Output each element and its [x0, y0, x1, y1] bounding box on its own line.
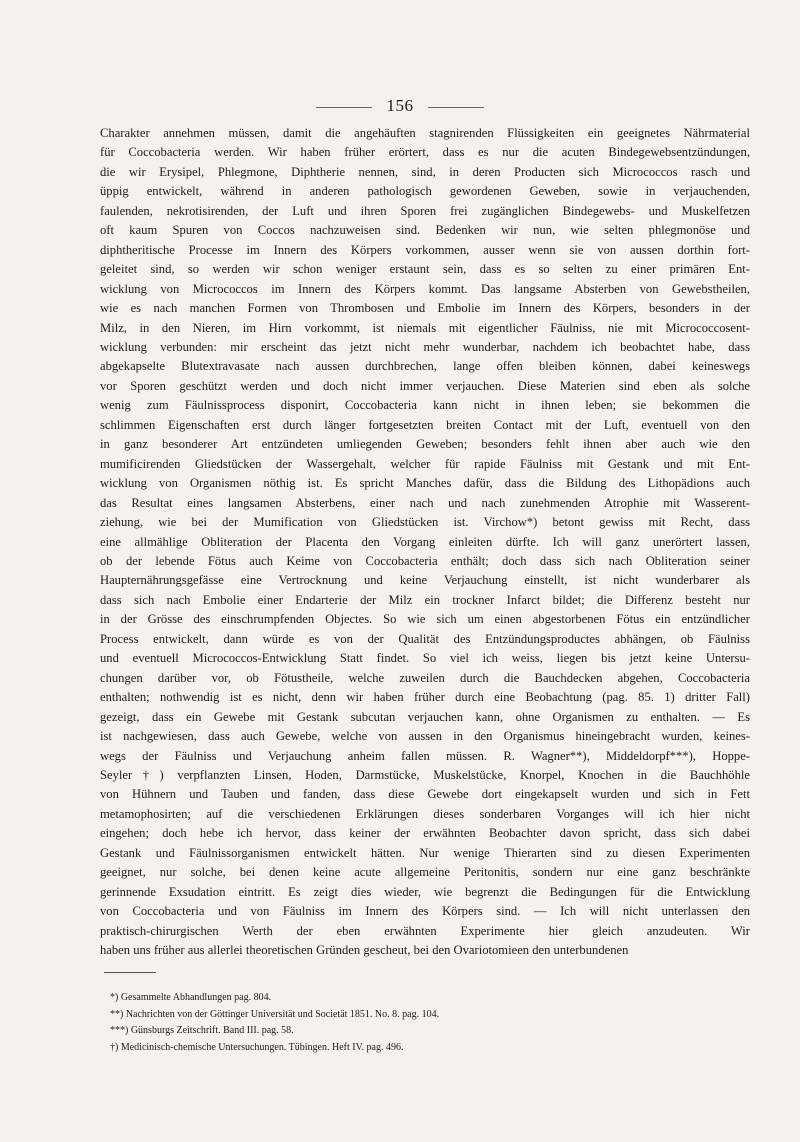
- body-line: Charakter annehmen müssen, damit die angehäuften stagnirenden Flüssigkeiten ein geeignetes Nährmaterial: [100, 126, 750, 140]
- body-line: oft kaum Spuren von Coccos nachzuweisen sind. Bedenken wir nun, wie selten phlegmonöse und: [100, 223, 750, 238]
- body-line: faulenden, nekrotisirenden, der Luft und ihren Sporen frei zugänglichen Bindegewebs- und Muskelfetzen: [100, 203, 750, 218]
- body-line: von Hühnern und Tauben und fanden, dass diese Gewebe dort eingekapselt wurden und sich in Fett: [100, 787, 750, 802]
- body-line: ist nachgewiesen, dass auch Gewebe, welche von aussen in den Organismus hineingebracht wurden, keines-: [100, 729, 750, 744]
- body-line: vor Sporen geschützt werden und doch nicht immer verjauchen. Diese Materien sind eben als solche: [100, 378, 750, 393]
- body-line: ob der lebende Fötus auch Keime von Coccobacteria enthält; doch dass sich nach Obliteration seiner: [100, 553, 750, 568]
- body-line: haben uns früher aus allerlei theoretischen Gründen gescheut, bei den Ovariotomieen den unterbundenen: [100, 943, 629, 958]
- footnote: *) Gesammelte Abhandlungen pag. 804.: [110, 992, 272, 1003]
- body-line: Process entwickelt, dann würde es von der Qualität des Entzündungsproductes abhängen, ob Fäulniss: [100, 631, 750, 646]
- footnote: †) Medicinisch-chemische Untersuchungen. Tübingen. Heft IV. pag. 496.: [110, 1041, 404, 1053]
- body-line: Gestank und Fäulnissorganismen entwickelt hätten. Nur wenige Thierarten sind zu diesen Experimenten: [100, 845, 750, 860]
- body-line: wicklung verbunden: mir erscheint das jetzt nicht mehr wunderbar, nachdem ich beobachtet habe, dass: [100, 339, 750, 354]
- body-line: praktisch-chirurgischen Werth der eben erwähnten Experimente hier gleich anzudeuten. Wir: [100, 923, 750, 938]
- body-line: Milz, in den Nieren, im Hirn vorkommt, ist niemals mit eigentlicher Fäulniss, nie mit Micrococcosent-: [100, 320, 750, 335]
- body-line: diphtheritische Processe im Innern des Körpers vorkommen, ausser wenn sie von aussen dorthin fort-: [100, 242, 750, 257]
- body-line: mumificirenden Gliedstücken der Wassergehalt, welcher für rapide Fäulniss mit Gestank und mit Ent-: [100, 456, 750, 471]
- footnotes: [110, 990, 670, 1056]
- body-line: geleitet sind, so werden wir schon weniger erstaunt sein, dass es so selten zu einer primären Ent-: [100, 262, 750, 277]
- body-line: wicklung von Micrococcos im Innern des Körpers kommt. Das langsame Absterben von Gewebstheilen,: [100, 281, 750, 296]
- body-line: gezeigt, dass ein Gewebe mit Gestank subcutan verjauchen kann, ohne Organismen zu enthalten. — Es: [100, 709, 750, 724]
- body-line: das Resultat eines langsamen Absterbens, einer nach und nach zunehmenden Atrophie mit Wasserent-: [100, 495, 750, 510]
- page-number: 156: [386, 96, 414, 115]
- footnote: **) Nachrichten von der Göttinger Universität und Societät 1851. No. 8. pag. 104.: [110, 1008, 440, 1020]
- footnote-rule: [104, 972, 156, 973]
- body-line: die wir Erysipel, Phlegmone, Diphtherie nennen, sind, in deren Producten sich Micrococcos rasch und: [100, 164, 750, 179]
- body-line: für Coccobacteria werden. Wir haben früher erörtert, dass es nur die acuten Bindegewebsentzündungen,: [100, 145, 750, 160]
- body-line: ziehung, wie bei der Mumification von Gliedstücken ist. Virchow*) betont gewiss mit Recht, dass: [100, 515, 750, 530]
- body-line: und eventuell Micrococcos-Entwicklung Statt findet. So viel ich weiss, liegen bis jetzt keine Untersu-: [100, 651, 750, 666]
- body-line: abgekapselte Blutextravasate nach aussen durchbrechen, lange offen bleiben können, dabei keineswegs: [100, 359, 750, 374]
- body-line: metamophosirten; auf die verschiedenen Erklärungen dieses sonderbaren Vorganges will ich hier nicht: [100, 806, 750, 821]
- body-line: eine allmählige Obliteration der Placenta den Vorgang einleiten dürfte. Ich will ganz unerörtert lassen,: [100, 534, 750, 549]
- body-line: Seyler†) verpflanzten Linsen, Hoden, Darmstücke, Muskelstücke, Knorpel, Knochen in die Bauchhöhle: [100, 767, 750, 782]
- body-line: von Coccobacteria und von Fäulniss im Innern des Körpers sind. — Ich will nicht unterlassen den: [100, 904, 750, 919]
- body-line: in ganz besonderer Art entzündeten umliegenden Geweben; besonders fehlt ihnen aber auch wie den: [100, 437, 750, 452]
- body-line: wenig zum Fäulnissprocess disponirt, Coccobacteria kann nicht in ihnen leben; sie bekommen die: [100, 398, 750, 413]
- body-line: enthalten; nothwendig ist es nicht, denn wir haben früher durch eine Beobachtung (pag. 85. 1) dritter Fall): [100, 690, 750, 705]
- body-line: gerinnende Exsudation eintritt. Es zeigt dies wieder, wie begrenzt die Bedingungen für die Entwicklung: [100, 884, 750, 899]
- body-line: schlimmen Eigenschaften erst durch länger fortgesetzten breiten Contact mit der Luft, eventuell von den: [100, 417, 750, 432]
- footnote: ***) Günsburgs Zeitschrift. Band III. pag. 58.: [110, 1025, 294, 1036]
- body-line: wie es nach manchen Formen von Thrombosen und Embolie im Innern des Körpers, besonders in der: [100, 301, 750, 316]
- body-line: geeignet, nur solche, bei denen keine acute allgemeine Peritonitis, sondern nur eine ganz beschränkte: [100, 865, 750, 880]
- header-rule-left: [316, 107, 372, 108]
- body-line: wegs der Fäulniss und Verjauchung anheim fallen müssen. R. Wagner**), Middeldorpf***), Hoppe-: [100, 748, 750, 763]
- body-line: eingehen; doch hebe ich hervor, dass keiner der erwähnten Beobachter davon spricht, dass sich dabei: [100, 826, 750, 841]
- body-text: [100, 124, 750, 960]
- body-line: Haupternährungsgefässe eine Vertrocknung und keine Verjauchung einstellt, ist nicht wunderbarer als: [100, 573, 750, 588]
- body-line: wicklung von Organismen nöthig ist. Es spricht Manches dafür, dass die Bildung des Lithopädions auch: [100, 476, 750, 491]
- body-line: in der Grösse des einschrumpfenden Objectes. So wie sich um einen abgestorbenen Fötus ein entzündlicher: [100, 612, 750, 627]
- header-rule-right: [428, 107, 484, 108]
- body-line: chungen darüber vor, ob Fötustheile, welche zuweilen durch die Bauchdecken abgehen, Coccobacteria: [100, 670, 750, 685]
- page-header: [0, 96, 800, 116]
- body-line: üppig entwickelt, während in anderen pathologisch gewordenen Geweben, sowie in verjauchenden,: [100, 184, 750, 199]
- body-line: dass sich nach Embolie einer Endarterie der Milz ein trockner Infarct bildet; die Differenz besteht nur: [100, 592, 750, 607]
